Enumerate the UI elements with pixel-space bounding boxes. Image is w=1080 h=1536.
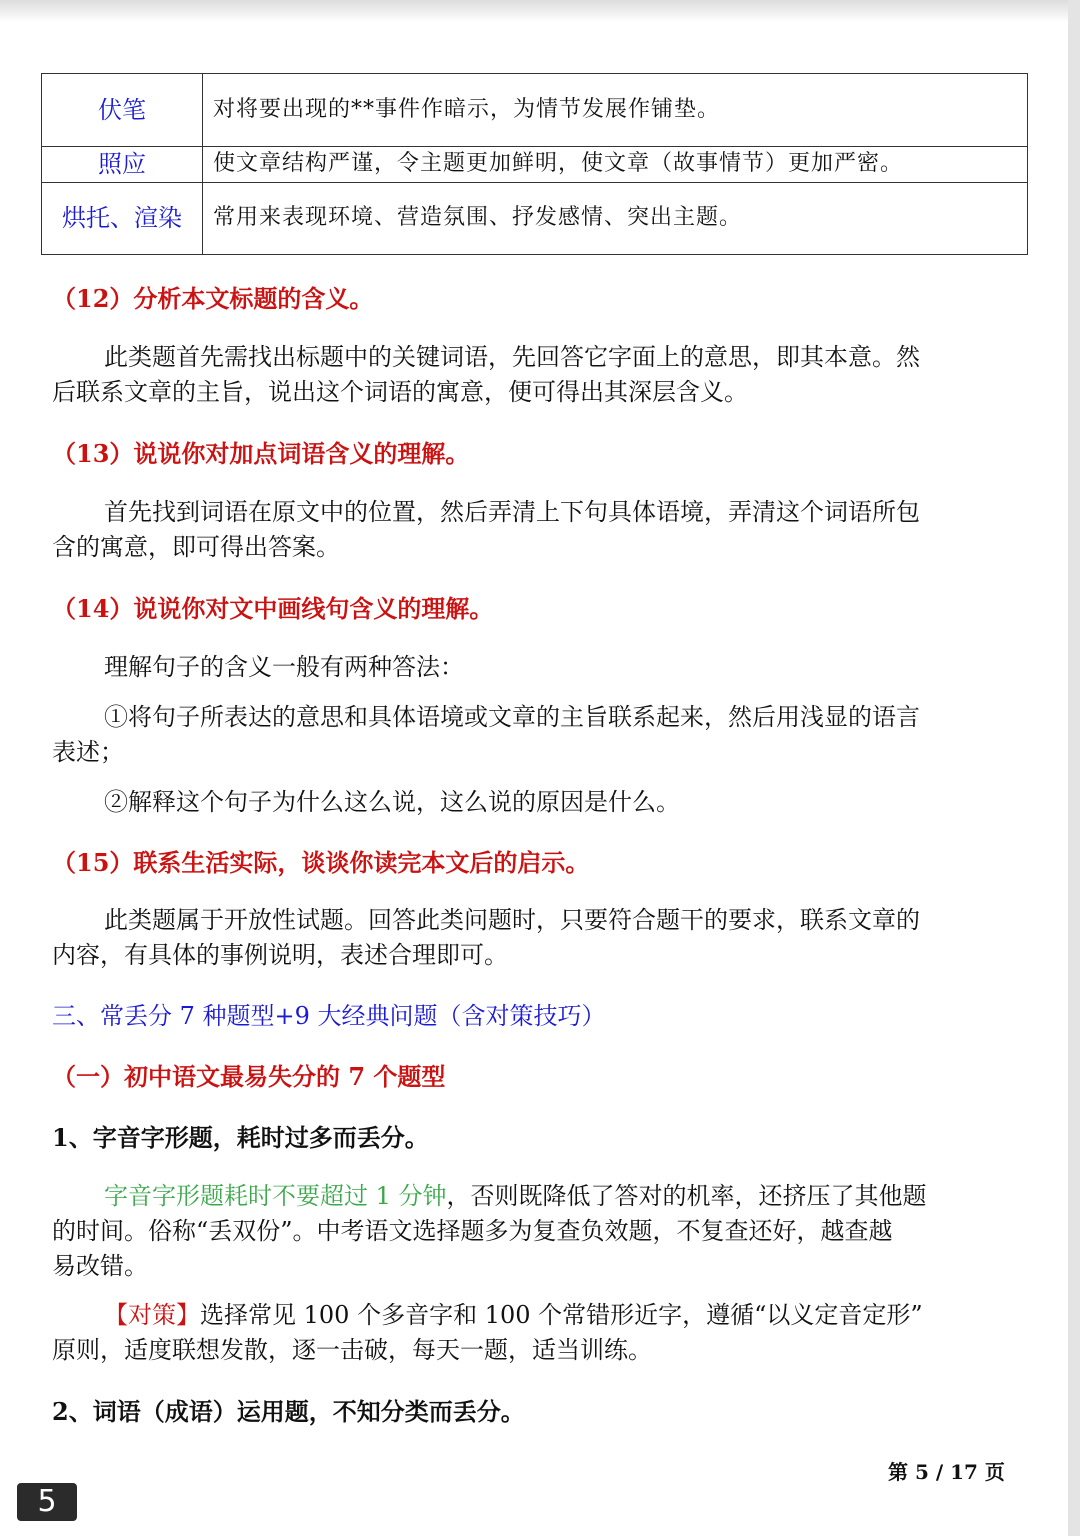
q14-item-line: ②解释这个句子为什么这么说，这么说的原因是什么。 xyxy=(104,788,680,816)
q15-text-line: 内容，有具体的事例说明，表述合理即可。 xyxy=(52,941,508,969)
item1-line1-rest: ，否则既降低了答对的机率，还挤压了其他题 xyxy=(446,1182,927,1210)
item1-text-line: 的时间。俗称“丢双份”。中考语文选择题多为复查负效题，不复查还好，越查越 xyxy=(52,1217,893,1245)
section3-heading: 三、常丢分 7 种题型+9 大经典问题（含对策技巧） xyxy=(52,1002,606,1030)
q14-item-line: 表述； xyxy=(52,738,124,766)
item1-text-line xyxy=(52,1179,1072,1214)
item1-heading: 1、字音字形题，耗时过多而丢分。 xyxy=(52,1123,429,1152)
table-row xyxy=(42,74,1028,147)
q14-intro: 理解句子的含义一般有两种答法： xyxy=(104,653,464,681)
q12-text-line: 此类题首先需找出标题中的关键词语，先回答它字面上的意思，即其本意。然 xyxy=(104,343,920,371)
table-desc: 常用来表现环境、营造氛围、抒发感情、突出主题。 xyxy=(203,183,1028,255)
q13-heading: （13）说说你对加点词语含义的理解。 xyxy=(52,439,470,468)
scrollbar[interactable] xyxy=(1068,0,1080,1536)
table-desc: 使文章结构严谨，令主题更加鲜明，使文章（故事情节）更加严密。 xyxy=(203,147,1028,183)
table-term: 伏笔 xyxy=(42,74,203,147)
item2-heading: 2、词语（成语）运用题，不知分类而丢分。 xyxy=(52,1397,525,1426)
table-row xyxy=(42,147,1028,183)
q13-text-line: 含的寓意，即可得出答案。 xyxy=(52,533,340,561)
section3-subheading: （一）初中语文最易失分的 7 个题型 xyxy=(52,1062,446,1091)
item1-text-line: 易改错。 xyxy=(52,1252,148,1280)
item1-strategy-line: 原则，适度联想发散，逐一击破，每天一题，适当训练。 xyxy=(52,1336,652,1364)
page-number: 第 5 / 17 页 xyxy=(888,1460,1005,1484)
page-badge: 5 xyxy=(17,1483,77,1521)
q12-heading: （12）分析本文标题的含义。 xyxy=(52,284,374,313)
q14-item-line: ①将句子所表达的意思和具体语境或文章的主旨联系起来，然后用浅显的语言 xyxy=(104,703,920,731)
q15-text-line: 此类题属于开放性试题。回答此类问题时，只要符合题干的要求，联系文章的 xyxy=(104,906,920,934)
table-term: 照应 xyxy=(42,147,203,183)
q12-text-line: 后联系文章的主旨，说出这个词语的寓意，便可得出其深层含义。 xyxy=(52,378,748,406)
q13-text-line: 首先找到词语在原文中的位置，然后弄清上下句具体语境，弄清这个词语所包 xyxy=(104,498,920,526)
item1-strategy-line xyxy=(52,1298,1072,1333)
q14-heading: （14）说说你对文中画线句含义的理解。 xyxy=(52,594,494,623)
table-row xyxy=(42,183,1028,255)
terms-table xyxy=(41,73,1028,255)
strategy-text: 选择常见 100 个多音字和 100 个常错形近字，遵循“以义定音定形” xyxy=(200,1301,923,1329)
strategy-tag: 【对策】 xyxy=(104,1301,200,1329)
top-edge-shadow xyxy=(0,0,1068,22)
table-desc: 对将要出现的**事件作暗示，为情节发展作铺垫。 xyxy=(203,74,1028,147)
q15-heading: （15）联系生活实际，谈谈你读完本文后的启示。 xyxy=(52,848,590,877)
item1-highlight: 字音字形题耗时不要超过 1 分钟 xyxy=(104,1182,447,1210)
table-term: 烘托、渲染 xyxy=(42,183,203,255)
